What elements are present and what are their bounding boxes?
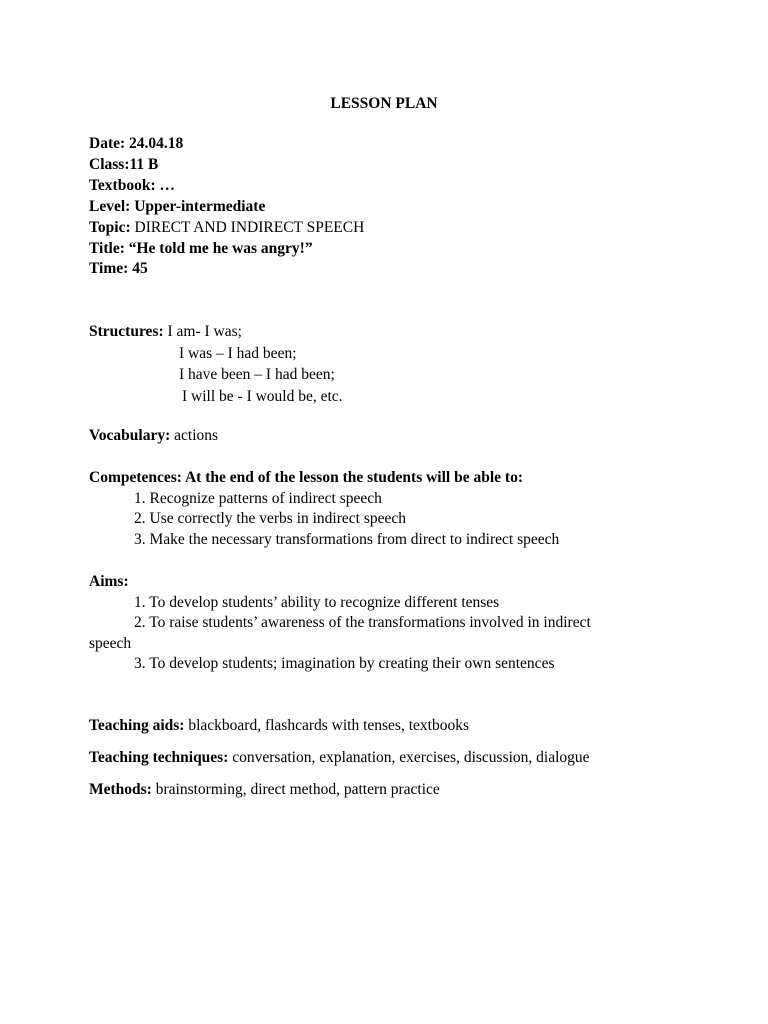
- methods-label: Methods:: [89, 781, 152, 798]
- competence-item: 1. Recognize patterns of indirect speech: [134, 489, 382, 507]
- aim-item-continuation: speech: [89, 634, 132, 652]
- topic-value: DIRECT AND INDIRECT SPEECH: [134, 218, 365, 236]
- class-value: 11 B: [129, 155, 159, 173]
- topic-label: Topic:: [89, 218, 131, 236]
- methods-section: [89, 780, 689, 801]
- aim-item: 1. To develop students’ ability to recognize different tenses: [134, 593, 500, 611]
- time-row: [89, 259, 689, 280]
- aims-label: Aims:: [89, 573, 129, 590]
- title-row: [89, 239, 689, 260]
- class-row: [89, 155, 689, 176]
- competences-section: [89, 468, 689, 550]
- structures-label: Structures:: [89, 323, 164, 340]
- level-value: Upper-intermediate: [134, 197, 266, 215]
- aim-item: 2. To raise students’ awareness of the transformations involved in indirect: [134, 614, 591, 632]
- methods-value: brainstorming, direct method, pattern practice: [155, 781, 440, 798]
- teaching-aids-label: Teaching aids:: [89, 717, 185, 734]
- class-label: Class:: [89, 155, 130, 173]
- textbook-label: Textbook:: [89, 176, 156, 194]
- structure-line: I have been – I had been;: [179, 366, 335, 383]
- topic-row: [89, 218, 689, 239]
- page-title: LESSON PLAN: [330, 95, 438, 112]
- teaching-techniques-row: [89, 748, 689, 769]
- teaching-aids-row: [89, 716, 689, 737]
- level-row: [89, 197, 689, 218]
- lesson-header: [89, 134, 689, 280]
- date-value: 24.04.18: [129, 135, 184, 152]
- competence-item: 2. Use correctly the verbs in indirect speech: [134, 510, 407, 528]
- teaching-techniques-label: Teaching techniques:: [89, 749, 229, 766]
- date-label: Date:: [89, 135, 126, 152]
- teaching-aids-value: blackboard, flashcards with tenses, textbooks: [188, 717, 469, 734]
- time-label: Time:: [89, 260, 129, 278]
- methods-row: [89, 780, 689, 801]
- aims-section: [89, 572, 689, 675]
- teaching-aids-section: [89, 716, 689, 737]
- competences-label: Competences: At the end of the lesson the students will be able to:: [89, 469, 523, 486]
- title-label: Title:: [89, 239, 125, 257]
- structure-line: I am- I was;: [167, 323, 242, 340]
- vocabulary-label: Vocabulary:: [89, 427, 171, 444]
- teaching-techniques-section: [89, 748, 689, 769]
- vocabulary-value: actions: [174, 427, 219, 444]
- teaching-techniques-value: conversation, explanation, exercises, discussion, dialogue: [232, 749, 590, 766]
- date-row: [89, 134, 689, 155]
- structures-section: [89, 321, 689, 407]
- structure-line: I will be - I would be, etc.: [182, 387, 343, 405]
- vocabulary-row: [89, 426, 689, 447]
- level-label: Level:: [89, 197, 131, 215]
- textbook-value: …: [159, 176, 175, 194]
- structure-line: I was – I had been;: [179, 344, 297, 362]
- time-value: 45: [132, 260, 148, 278]
- title-value: “He told me he was angry!”: [128, 239, 313, 257]
- textbook-row: [89, 176, 689, 197]
- vocabulary-section: [89, 426, 689, 447]
- aim-item: 3. To develop students; imagination by creating their own sentences: [134, 655, 555, 673]
- competence-item: 3. Make the necessary transformations from direct to indirect speech: [134, 530, 560, 548]
- structures-first-row: [89, 321, 689, 343]
